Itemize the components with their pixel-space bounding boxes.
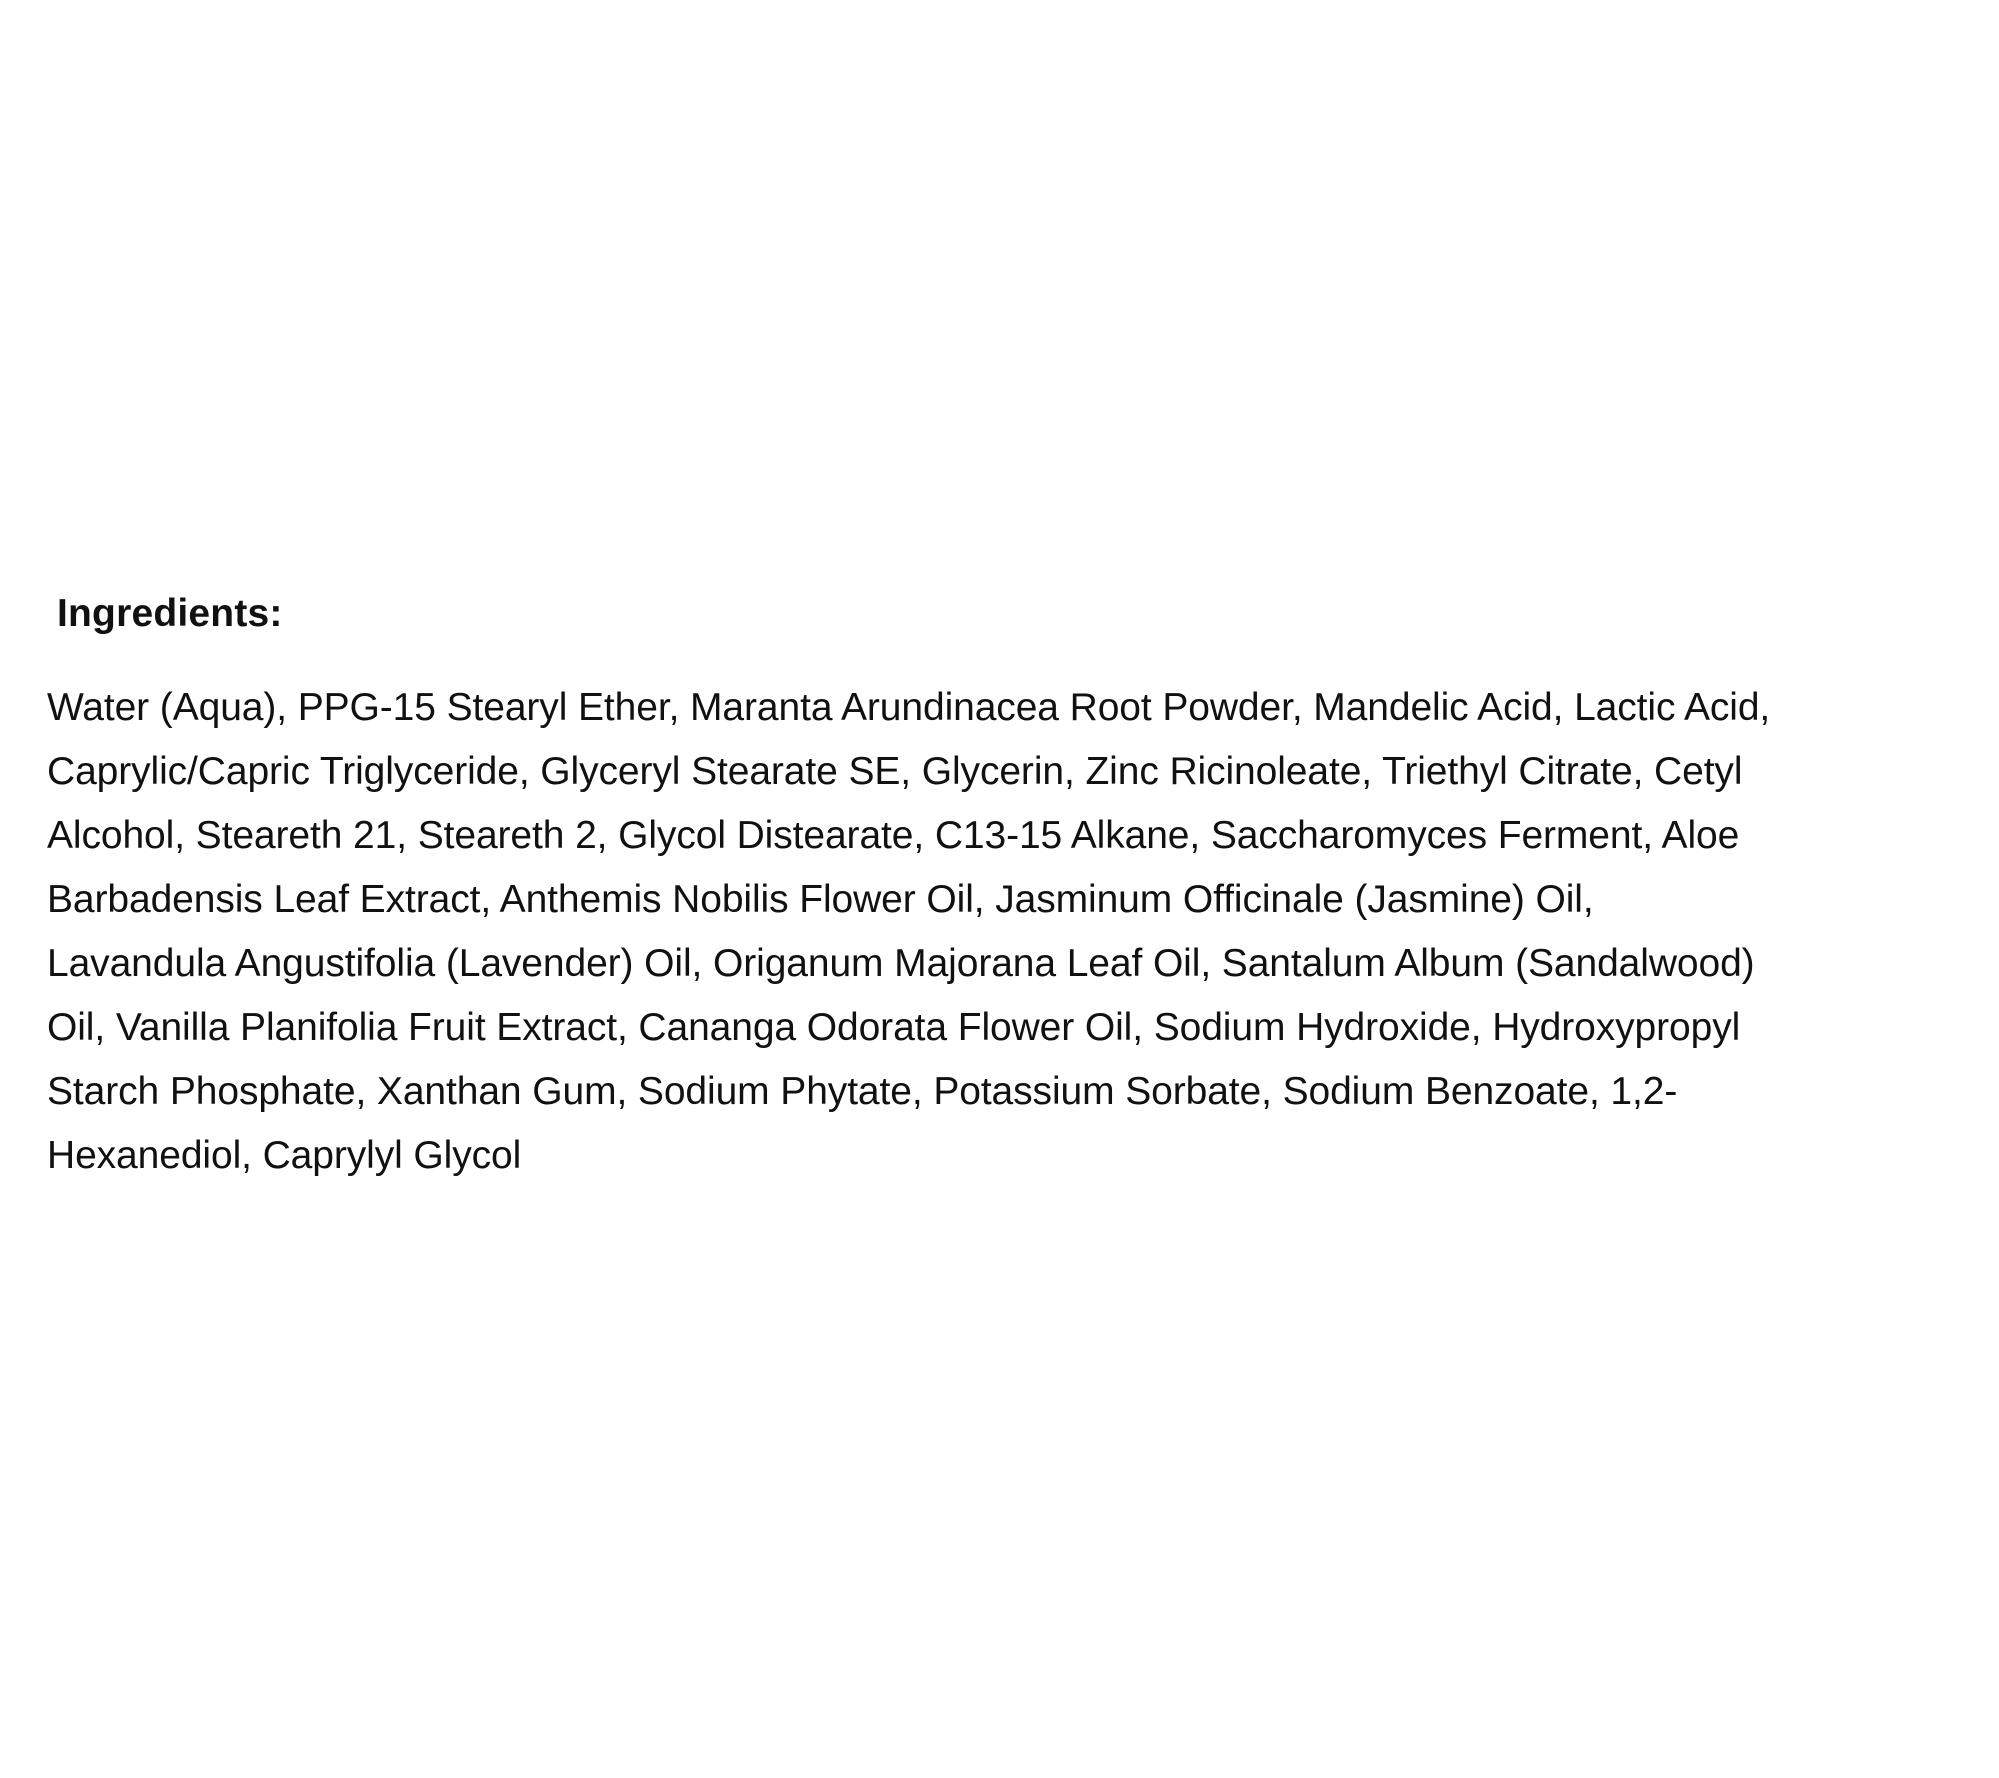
ingredients-line: Barbadensis Leaf Extract, Anthemis Nobilis Flower Oil, Jasminum Officinale (Jasmine) Oil, bbox=[47, 878, 1594, 921]
ingredients-panel bbox=[47, 588, 1967, 1188]
ingredients-line: Water (Aqua), PPG-15 Stearyl Ether, Maranta Arundinacea Root Powder, Mandelic Acid, Lactic Acid, bbox=[47, 686, 1771, 729]
ingredients-line: Hexanediol, Caprylyl Glycol bbox=[47, 1134, 522, 1177]
ingredients-line: Lavandula Angustifolia (Lavender) Oil, Origanum Majorana Leaf Oil, Santalum Album (Sandalwood) bbox=[47, 942, 1755, 985]
ingredients-heading: Ingredients: bbox=[57, 592, 283, 635]
ingredients-line: Alcohol, Steareth 21, Steareth 2, Glycol Distearate, C13-15 Alkane, Saccharomyces Ferment, Aloe bbox=[47, 814, 1740, 857]
ingredients-line: Starch Phosphate, Xanthan Gum, Sodium Phytate, Potassium Sorbate, Sodium Benzoate, 1,2- bbox=[47, 1070, 1678, 1113]
ingredients-line: Caprylic/Capric Triglyceride, Glyceryl Stearate SE, Glycerin, Zinc Ricinoleate, Triethyl Citrate, Cetyl bbox=[47, 750, 1743, 793]
ingredients-list bbox=[47, 676, 1967, 1188]
ingredients-line: Oil, Vanilla Planifolia Fruit Extract, Cananga Odorata Flower Oil, Sodium Hydroxide, Hydroxypropyl bbox=[47, 1006, 1741, 1049]
